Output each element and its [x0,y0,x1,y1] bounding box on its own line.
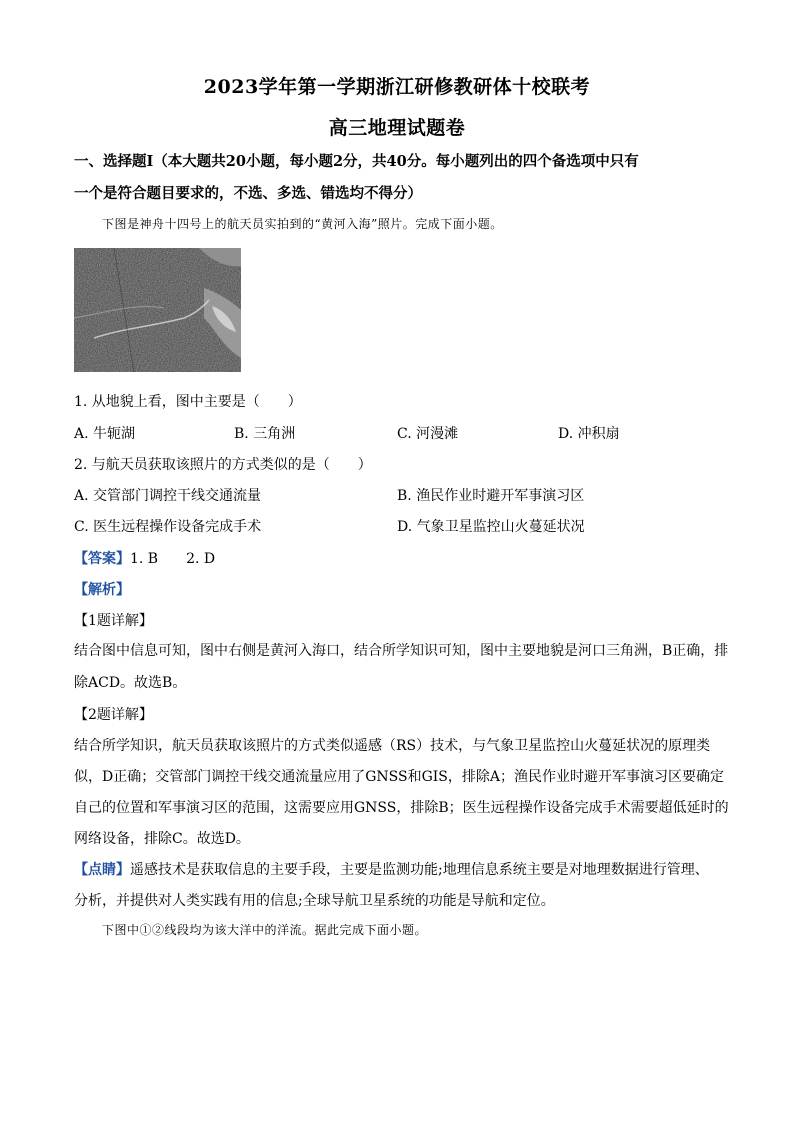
page-title: 2023学年第一学期浙江研修教研体十校联考 [203,76,591,98]
q2-option-c: C. 医生远程操作设备完成手术 [74,519,262,535]
intro-text-2: 下图中①②线段均为该大洋中的洋流。据此完成下面小题。 [102,923,428,937]
detail-1-line1: 结合图中信息可知，图中右侧是黄河入海口，结合所学知识可知，图中主要地貌是河口三角洲，B正确，排 [74,643,729,659]
detail-2-line4: 网络设备，排除C。故选D。 [74,831,250,847]
detail-2-line1: 结合所学知识，航天员获取该照片的方式类似遥感（RS）技术，与气象卫星监控山火蔓延状况的原理类 [74,738,711,754]
section-heading-line2: 一个是符合题目要求的，不选、多选、错选均不得分） [74,185,422,202]
q2-option-b: B. 渔民作业时避开军事演习区 [397,488,585,504]
q2-option-a: A. 交管部门调控干线交通流量 [74,488,262,504]
tip-line2: 分析，并提供对人类实践有用的信息;全球导航卫星系统的功能是导航和定位。 [74,893,555,909]
answer-tag: 【答案】 [74,551,130,567]
detail-2-line3: 自己的位置和军事演习区的范围，这需要应用GNSS，排除B；医生远程操作设备完成手术需要超低延时的 [74,800,729,816]
tip-text-1: 遥感技术是获取信息的主要手段，主要是监测功能;地理信息系统主要是对地理数据进行管理、 [130,862,709,878]
detail-2-heading: 【2题详解】 [74,707,153,723]
analysis-tag: 【解析】 [74,582,130,598]
detail-1-heading: 【1题详解】 [74,613,153,629]
analysis-line [74,579,130,599]
detail-1-line2: 除ACD。故选B。 [74,675,187,691]
q1-option-c: C. 河漫滩 [397,426,459,442]
q1-option-b: B. 三角洲 [234,426,296,442]
page-subtitle: 高三地理试题卷 [328,117,466,139]
q1-option-d: D. 冲积扇 [558,426,620,442]
tip-line1 [74,859,709,879]
question-1-stem: 1. 从地貌上看，图中主要是（ ） [74,394,302,410]
question-2-stem: 2. 与航天员获取该照片的方式类似的是（ ） [74,457,372,473]
satellite-image [74,248,241,372]
answer-line [74,548,215,568]
q1-option-a: A. 牛轭湖 [74,426,136,442]
detail-2-line2: 似，D正确；交管部门调控干线交通流量应用了GNSS和GIS，排除A；渔民作业时避开军事演习区要确定 [74,769,725,785]
answer-text: 1. B 2. D [130,551,216,567]
section-heading-line1: 一、选择题Ⅰ（本大题共20小题，每小题2分，共40分。每小题列出的四个备选项中只有 [74,153,639,170]
tip-tag: 【点睛】 [74,862,130,878]
yellow-river-delta-photo [74,248,241,372]
q2-option-d: D. 气象卫星监控山火蔓延状况 [397,519,585,535]
intro-text-1: 下图是神舟十四号上的航天员实拍到的“黄河入海”照片。完成下面小题。 [102,217,503,231]
